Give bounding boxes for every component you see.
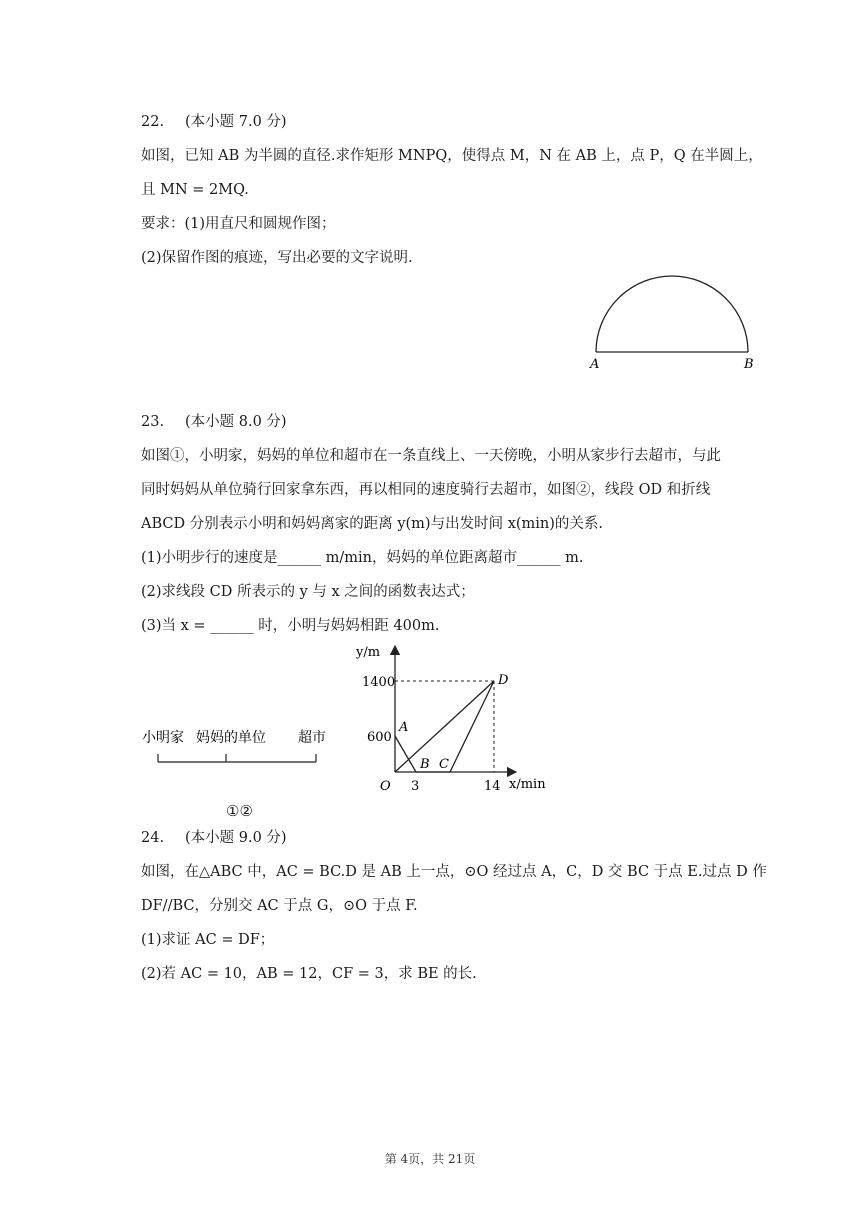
semicircle-arc [596,276,748,352]
figure-caption: ①② [226,802,253,820]
q22-header [141,112,287,132]
q22-line-2: 且 MN = 2MQ. [141,182,249,198]
q23-line-4: (1)小明步行的速度是______ m/min，妈妈的单位距离超市______ m. [141,550,584,566]
y-tick-600: 600 [367,730,392,745]
label-market: 超市 [298,730,326,746]
q22-line-1: 如图，已知 AB 为半圆的直径.求作矩形 MNPQ，使得点 M，N 在 AB 上，点 P，Q 在半圆上， [141,148,763,164]
q23-number: 23. [141,414,165,430]
q22-line-3: 要求：(1)用直尺和圆规作图； [141,216,336,232]
semicircle-figure [585,272,765,376]
point-a-label: A [399,720,409,735]
origin-label: O [380,779,391,794]
q22-points: (本小题 7.0 分) [185,114,287,130]
q24-points: (本小题 9.0 分) [185,830,287,846]
x-axis-label: x/min [509,777,546,792]
y-axis-label: y/m [356,645,381,660]
q22-number: 22. [141,114,165,130]
q24-line-1: 如图，在△ABC 中，AC = BC.D 是 AB 上一点，⊙O 经过点 A，C，D 交 BC 于点 E.过点 D 作 [141,864,767,880]
label-work: 妈妈的单位 [196,730,266,746]
q23-line-6: (3)当 x = ______ 时，小明与妈妈相距 400m. [141,618,440,634]
distance-time-graph [350,640,560,800]
q23-points: (本小题 8.0 分) [185,414,287,430]
q23-line-5: (2)求线段 CD 所表示的 y 与 x 之间的函数表达式； [141,584,475,600]
point-d-label: D [498,673,509,688]
page-footer: 第 4页，共 21页 [384,1152,476,1166]
q24-line-4: (2)若 AC = 10，AB = 12，CF = 3，求 BE 的长. [141,966,477,982]
q24-line-2: DF//BC，分别交 AC 于点 G，⊙O 于点 F. [141,898,418,914]
label-a: A [590,357,600,372]
x-tick-14: 14 [484,779,501,794]
q24-line-3: (1)求证 AC = DF； [141,932,275,948]
q24-number: 24. [141,830,165,846]
x-tick-3: 3 [411,779,420,794]
label-home: 小明家 [142,730,184,746]
point-b-label: B [420,757,430,772]
q23-line-2: 同时妈妈从单位骑行回家拿东西，再以相同的速度骑行去超市，如图②，线段 OD 和折线 [141,482,711,498]
q23-line-3: ABCD 分别表示小明和妈妈离家的距离 y(m)与出发时间 x(min)的关系. [141,516,604,532]
q23-header [141,412,287,432]
point-c-label: C [439,757,449,772]
location-line-figure [140,722,340,772]
q23-line-1: 如图①，小明家，妈妈的单位和超市在一条直线上、一天傍晚，小明从家步行去超市，与此 [141,448,721,464]
q22-line-4: (2)保留作图的痕迹，写出必要的文字说明. [141,250,413,266]
label-b: B [744,357,754,372]
q24-header [141,828,287,848]
y-tick-1400: 1400 [362,675,396,690]
